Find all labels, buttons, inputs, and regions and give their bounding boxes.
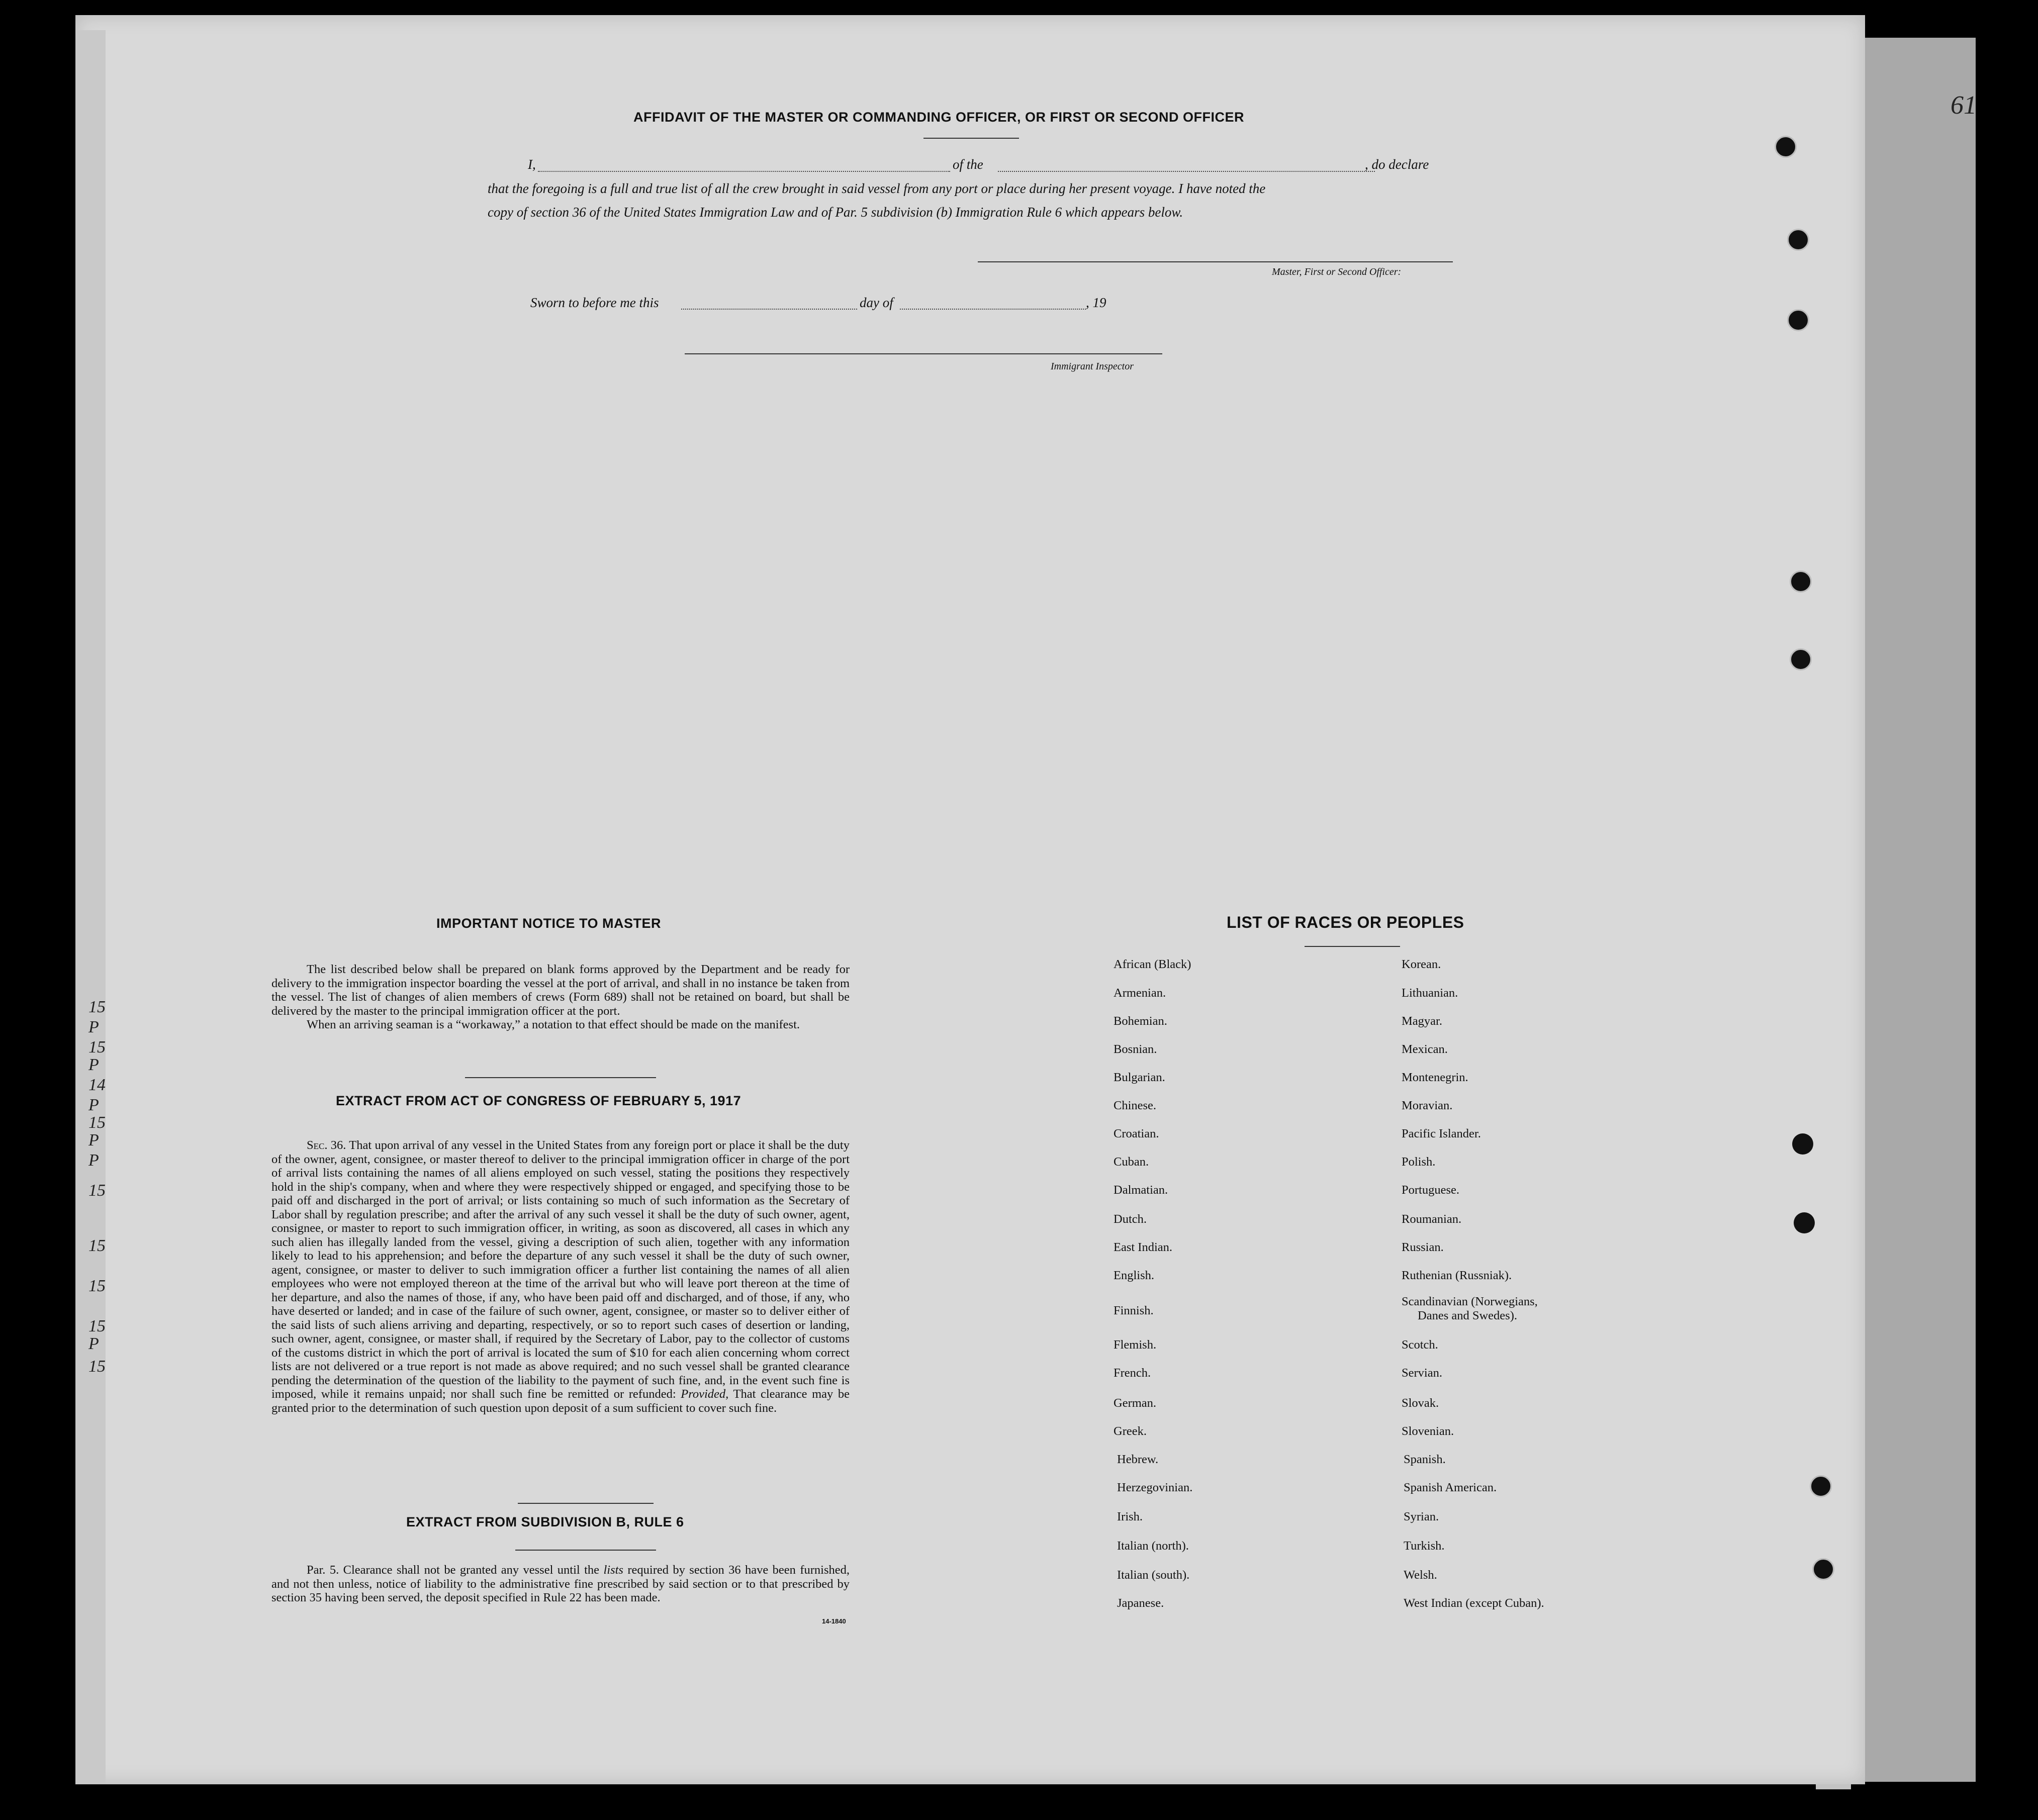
- notice-paragraph-1: The list described below shall be prepared on blank forms approved by the Department and be ready for delivery to the immigration inspector boarding the vessel at the port of arrival, and shall in no instance be taken from the vessel. The list of changes of alien members of crews (Form 689) shall not be retained on board, but shall be delivered by the master to the principal immigration officer at the port.: [271, 963, 850, 1018]
- notice-title: IMPORTANT NOTICE TO MASTER: [436, 916, 661, 931]
- race-item: Bohemian.: [1114, 1014, 1167, 1028]
- rule-text-end: required by section 36 have been furnished, and not then unless, notice of liability to the administrative fine prescribed by said section or to that prescribed by section 35 having been served, the deposit specified in Rule 22 has been made.: [271, 1563, 850, 1604]
- notice-body: [271, 963, 850, 1032]
- title-rule: [923, 138, 1019, 139]
- document-page: [75, 15, 1865, 1784]
- race-item: Servian.: [1402, 1366, 1442, 1380]
- race-item: Irish.: [1117, 1510, 1143, 1523]
- affidavit-i: I,: [528, 157, 536, 172]
- races-title: LIST OF RACES OR PEOPLES: [1227, 913, 1464, 931]
- punch-hole: [1787, 309, 1809, 331]
- race-item: English.: [1114, 1269, 1154, 1282]
- race-item: Bulgarian.: [1114, 1071, 1165, 1084]
- race-item: Ruthenian (Russniak).: [1402, 1269, 1512, 1282]
- signature-line: [978, 261, 1453, 262]
- punch-hole: [1792, 1133, 1813, 1155]
- act-text: That upon arrival of any vessel in the United States from any foreign port or place it shall be the duty of the owner, agent, consignee, or master thereof to deliver to the principal immigration officer in charge of the port of arrival lists containing the names of all aliens employed on such vessel, stating the positions they respectively hold in the ship's company, when and where they were respectively shipped or engaged, and specifying those to be paid off and discharged in the port of arrival; or lists containing so much of such information as the Secretary of Labor shall by regulation prescribe; and after the arrival of any such vessel it shall be the duty of such owner, agent, consignee, or master to report to such immigration officer, in writing, as soon as discovered, all cases in which any such alien has illegally landed from the vessel, giving a description of such alien, together with any information likely to lead to his apprehension; and before the departure of any such vessel it shall be the duty of such owner, agent, consignee, or master to deliver to such immigration officer a further list containing the names of all alien employees who were not employed thereon at the time of the arrival but who will leave port thereon at the time of her departure, and also the names of those, if any, who have been paid off and discharged, and of those, if any, who have deserted or landed; and in case of the failure of such owner, agent, consignee, or master so to deliver either of the said lists of such aliens arriving and departing, respectively, or so to report such cases of desertion or landing, such owner, agent, consignee, or master shall, if required by the Secretary of Labor, pay to the collector of customs of the customs district in which the port of arrival is located the sum of $10 for each alien concerning whom correct lists are not delivered or a true report is not made as above required; and no such vessel shall be granted clearance pending the determination of the question of the liability to the payment of such fine, and, in the event such fine is imposed, while it remains unpaid; nor shall such fine be remitted or refunded:: [271, 1138, 850, 1401]
- signature-label: Master, First or Second Officer:: [1272, 266, 1402, 277]
- margin-mark: 15: [88, 1317, 106, 1335]
- race-item: Italian (south).: [1117, 1568, 1190, 1582]
- margin-mark: P: [88, 1056, 99, 1074]
- race-item: German.: [1114, 1396, 1157, 1410]
- race-item: Portuguese.: [1402, 1183, 1459, 1197]
- race-item: Pacific Islander.: [1402, 1127, 1481, 1140]
- race-item: Russian.: [1402, 1240, 1444, 1254]
- margin-mark: P: [88, 1096, 99, 1114]
- race-item: Croatian.: [1114, 1127, 1159, 1140]
- rule-body: [271, 1563, 850, 1605]
- page-number: 61: [1951, 91, 1977, 120]
- act-text-end: That clearance may be granted prior to the determination of such question upon deposit of a sum sufficient to cover such fine.: [271, 1387, 850, 1415]
- provided-word: Provided,: [681, 1387, 729, 1401]
- margin-mark: P: [88, 1131, 99, 1150]
- sworn-year: , 19: [1086, 295, 1106, 310]
- affidavit-title: AFFIDAVIT OF THE MASTER OR COMMANDING OFFICER, OR FIRST OR SECOND OFFICER: [633, 110, 1244, 125]
- month-blank: [900, 309, 1086, 310]
- race-item: Montenegrin.: [1402, 1071, 1468, 1084]
- margin-mark: 15: [88, 1038, 106, 1057]
- inspector-signature-line: [685, 353, 1162, 354]
- margin-mark: 15: [88, 1277, 106, 1295]
- sworn-prefix: Sworn to before me this: [530, 295, 659, 310]
- punch-hole: [1775, 136, 1797, 158]
- race-item: Spanish.: [1404, 1453, 1446, 1466]
- race-item: Chinese.: [1114, 1099, 1157, 1112]
- section-rule: [465, 1077, 656, 1078]
- affidavit-declare: , do declare: [1365, 157, 1429, 172]
- race-item: Greek.: [1114, 1424, 1147, 1438]
- race-item: Welsh.: [1404, 1568, 1437, 1582]
- race-item: Dutch.: [1114, 1212, 1147, 1226]
- race-item: Flemish.: [1114, 1338, 1157, 1352]
- race-item: Slovak.: [1402, 1396, 1439, 1410]
- lists-word: lists: [603, 1563, 623, 1577]
- race-item: Spanish American.: [1404, 1481, 1497, 1494]
- affidavit-line-2: that the foregoing is a full and true list of all the crew brought in said vessel from any port or place during her present voyage. I have noted the: [488, 181, 1266, 196]
- section-label: Sec. 36.: [307, 1138, 346, 1152]
- affidavit-of-the: of the: [953, 157, 983, 172]
- punch-hole: [1790, 648, 1812, 670]
- punch-hole: [1790, 570, 1812, 593]
- race-item: Italian (north).: [1117, 1539, 1189, 1553]
- race-item: Turkish.: [1404, 1539, 1445, 1553]
- race-item: Cuban.: [1114, 1155, 1149, 1169]
- act-title: EXTRACT FROM ACT OF CONGRESS OF FEBRUARY 5, 1917: [336, 1093, 742, 1108]
- affidavit-line-3: copy of section 36 of the United States Immigration Law and of Par. 5 subdivision (b) Immigration Rule 6 which appears below.: [488, 205, 1183, 220]
- act-body: [271, 1138, 850, 1415]
- race-item: Armenian.: [1114, 986, 1166, 1000]
- race-item: East Indian.: [1114, 1240, 1173, 1254]
- margin-mark: 14: [88, 1076, 106, 1094]
- margin-mark: 15: [88, 1357, 106, 1376]
- section-rule: [518, 1503, 654, 1504]
- race-item: Syrian.: [1404, 1510, 1439, 1523]
- race-item: Japanese.: [1117, 1596, 1164, 1610]
- race-item: Korean.: [1402, 957, 1441, 971]
- rule-title: EXTRACT FROM SUBDIVISION B, RULE 6: [406, 1514, 684, 1529]
- margin-mark: 15: [88, 998, 106, 1016]
- race-item: French.: [1114, 1366, 1151, 1380]
- margin-mark: 15: [88, 1236, 106, 1255]
- race-item: Moravian.: [1402, 1099, 1453, 1112]
- race-item: Bosnian.: [1114, 1042, 1157, 1056]
- margin-mark: P: [88, 1018, 99, 1036]
- race-item: Dalmatian.: [1114, 1183, 1168, 1197]
- margin-mark: 15: [88, 1113, 106, 1132]
- day-blank: [681, 309, 857, 310]
- margin-mark: P: [88, 1334, 99, 1353]
- rule-text: Par. 5. Clearance shall not be granted any vessel until the: [307, 1563, 600, 1577]
- inspector-label: Immigrant Inspector: [1051, 361, 1134, 372]
- section-rule: [515, 1550, 656, 1551]
- race-item: Magyar.: [1402, 1014, 1442, 1028]
- page-left-edge: [75, 30, 106, 1784]
- punch-hole: [1787, 229, 1809, 251]
- punch-hole: [1812, 1558, 1834, 1580]
- sworn-day-of: day of: [860, 295, 893, 310]
- punch-hole: [1810, 1475, 1832, 1497]
- race-item: Herzegovinian.: [1117, 1481, 1193, 1494]
- race-item: Mexican.: [1402, 1042, 1448, 1056]
- race-item: African (Black): [1114, 957, 1191, 971]
- race-item: Finnish.: [1114, 1304, 1154, 1317]
- race-item: Scandinavian (Norwegians,: [1402, 1295, 1538, 1308]
- notice-paragraph-2: When an arriving seaman is a “workaway,” a notation to that effect should be made on the manifest.: [307, 1018, 800, 1031]
- race-item: West Indian (except Cuban).: [1404, 1596, 1544, 1610]
- race-item: Slovenian.: [1402, 1424, 1454, 1438]
- form-number: 14-1840: [822, 1617, 846, 1625]
- margin-mark: P: [88, 1151, 99, 1170]
- margin-mark: 15: [88, 1181, 106, 1200]
- race-item: Scotch.: [1402, 1338, 1438, 1352]
- race-item: Polish.: [1402, 1155, 1436, 1169]
- race-item: Roumanian.: [1402, 1212, 1462, 1226]
- punch-hole: [1794, 1212, 1815, 1233]
- name-blank: [538, 171, 950, 172]
- vessel-blank: [998, 171, 1375, 172]
- races-rule: [1305, 946, 1400, 947]
- race-item: Hebrew.: [1117, 1453, 1159, 1466]
- race-item-continuation: Danes and Swedes).: [1418, 1309, 1517, 1322]
- race-item: Lithuanian.: [1402, 986, 1458, 1000]
